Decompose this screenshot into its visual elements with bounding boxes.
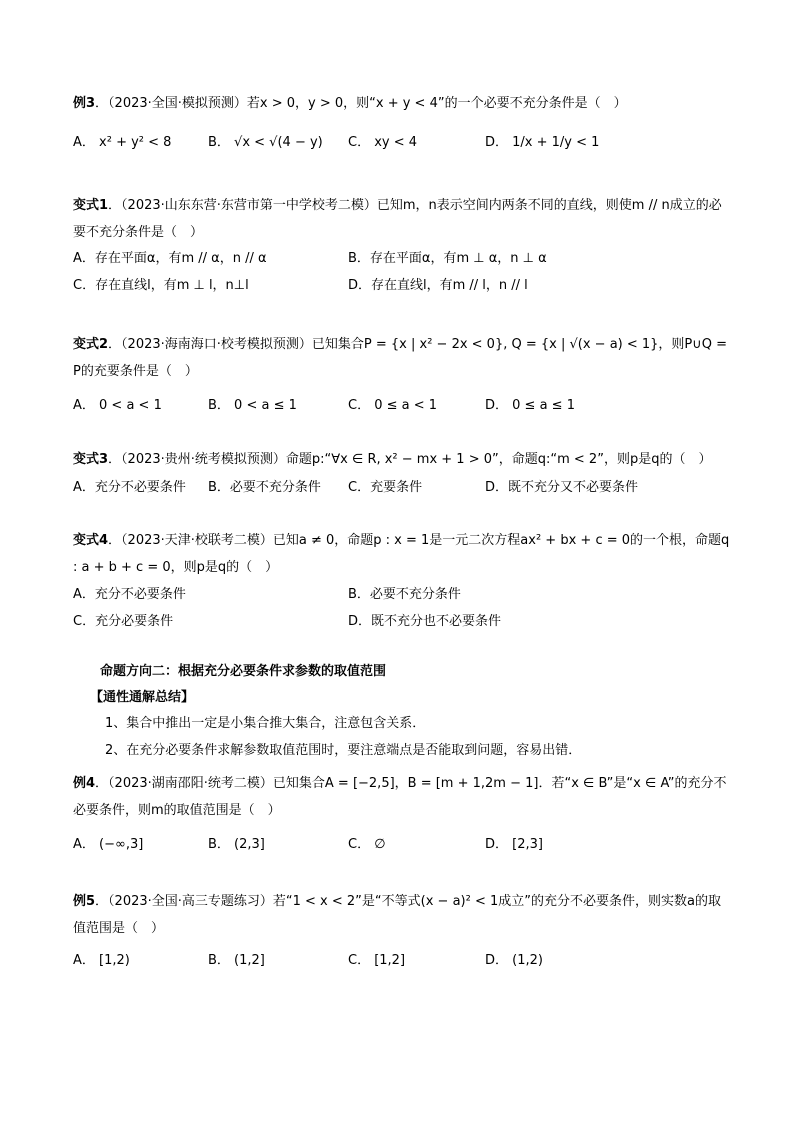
question-tag: 变式3: [73, 452, 109, 467]
option-c: C． ∅: [348, 837, 386, 852]
option-d: D． 1/x + 1/y < 1: [485, 135, 600, 150]
question-tag: 变式1: [73, 198, 109, 213]
question-variant-1: [73, 192, 733, 246]
option-a: A．充分不必要条件: [73, 587, 186, 602]
option-d: D． [2,3]: [485, 837, 543, 852]
summary-title: 【通性通解总结】: [90, 690, 195, 705]
question-stem: ．（2023·湖南邵阳·统考二模）已知集合A = [−2,5]，B = [m + 1,2m − 1]．若“x ∈ B”是“x ∈ A”的充分不必要条件，则m的取值范围是（ ）: [73, 776, 727, 818]
option-d: D．既不充分又不必要条件: [485, 480, 639, 495]
option-a: A．存在平面α，有m // α，n // α: [73, 251, 267, 266]
question-stem: ．（2023·山东东营·东营市第一中学校考二模）已知m，n表示空间内两条不同的直线，则使m // n成立的必要不充分条件是（ ）: [73, 198, 722, 240]
question-variant-2: [73, 331, 733, 385]
option-a: A． x² + y² < 8: [73, 135, 172, 150]
option-c: C． 0 ≤ a < 1: [348, 398, 438, 413]
question-variant-4: [73, 527, 733, 581]
option-b: B． (2,3]: [208, 837, 265, 852]
option-c: C．充要条件: [348, 480, 423, 495]
option-a: A． [1,2): [73, 953, 130, 968]
option-b: B． √x < √(4 − y): [208, 135, 323, 150]
option-c: C． [1,2]: [348, 953, 406, 968]
option-c: C．存在直线l，有m ⊥ l，n⊥l: [73, 278, 249, 293]
question-tag: 例5: [73, 894, 96, 909]
option-a: A． (−∞,3]: [73, 837, 144, 852]
option-b: B．存在平面α，有m ⊥ α，n ⊥ α: [348, 251, 547, 266]
option-c: C．充分必要条件: [73, 614, 174, 629]
question-tag: 例4: [73, 776, 96, 791]
summary-item-2: 2、在充分必要条件求解参数取值范围时，要注意端点是否能取到问题，容易出错．: [105, 743, 582, 758]
question-tag: 变式2: [73, 337, 109, 352]
question-stem: ．（2023·天津·校联考二模）已知a ≠ 0，命题p : x = 1是一元二次方程ax² + bx + c = 0的一个根，命题q : a + b + c = 0，则p是q的（ ）: [73, 533, 730, 575]
question-stem: ．（2023·全国·模拟预测）若x > 0，y > 0，则“x + y < 4”的一个必要不充分条件是（ ）: [95, 96, 627, 111]
question-stem: ．（2023·全国·高三专题练习）若“1 < x < 2”是“不等式(x − a)² < 1成立”的充分不必要条件，则实数a的取值范围是（ ）: [73, 894, 721, 936]
option-b: B． (1,2]: [208, 953, 265, 968]
option-b: B． 0 < a ≤ 1: [208, 398, 297, 413]
option-d: D．既不充分也不必要条件: [348, 614, 502, 629]
option-b: B．必要不充分条件: [348, 587, 461, 602]
option-c: C． xy < 4: [348, 135, 418, 150]
option-a: A． 0 < a < 1: [73, 398, 162, 413]
question-tag: 变式4: [73, 533, 109, 548]
option-d: D． (1,2): [485, 953, 543, 968]
option-a: A．充分不必要条件: [73, 480, 186, 495]
question-example-4: [73, 770, 733, 824]
question-example-3: [73, 90, 733, 117]
option-b: B．必要不充分条件: [208, 480, 321, 495]
question-example-5: [73, 888, 733, 942]
section-heading: 命题方向二：根据充分必要条件求参数的取值范围: [100, 664, 387, 679]
question-stem: ．（2023·海南海口·校考模拟预测）已知集合P = {x | x² − 2x < 0}, Q = {x | √(x − a) < 1}，则P∪Q = P的充要条件是（ ）: [73, 337, 728, 379]
question-stem: ．（2023·贵州·统考模拟预测）命题p:“∀x ∈ R, x² − mx + 1 > 0”，命题q:“m < 2”，则p是q的（ ）: [108, 452, 712, 467]
question-tag: 例3: [73, 96, 96, 111]
summary-item-1: 1、集合中推出一定是小集合推大集合，注意包含关系．: [105, 716, 426, 731]
question-variant-3: [73, 446, 733, 473]
option-d: D． 0 ≤ a ≤ 1: [485, 398, 575, 413]
option-d: D．存在直线l，有m // l，n // l: [348, 278, 528, 293]
